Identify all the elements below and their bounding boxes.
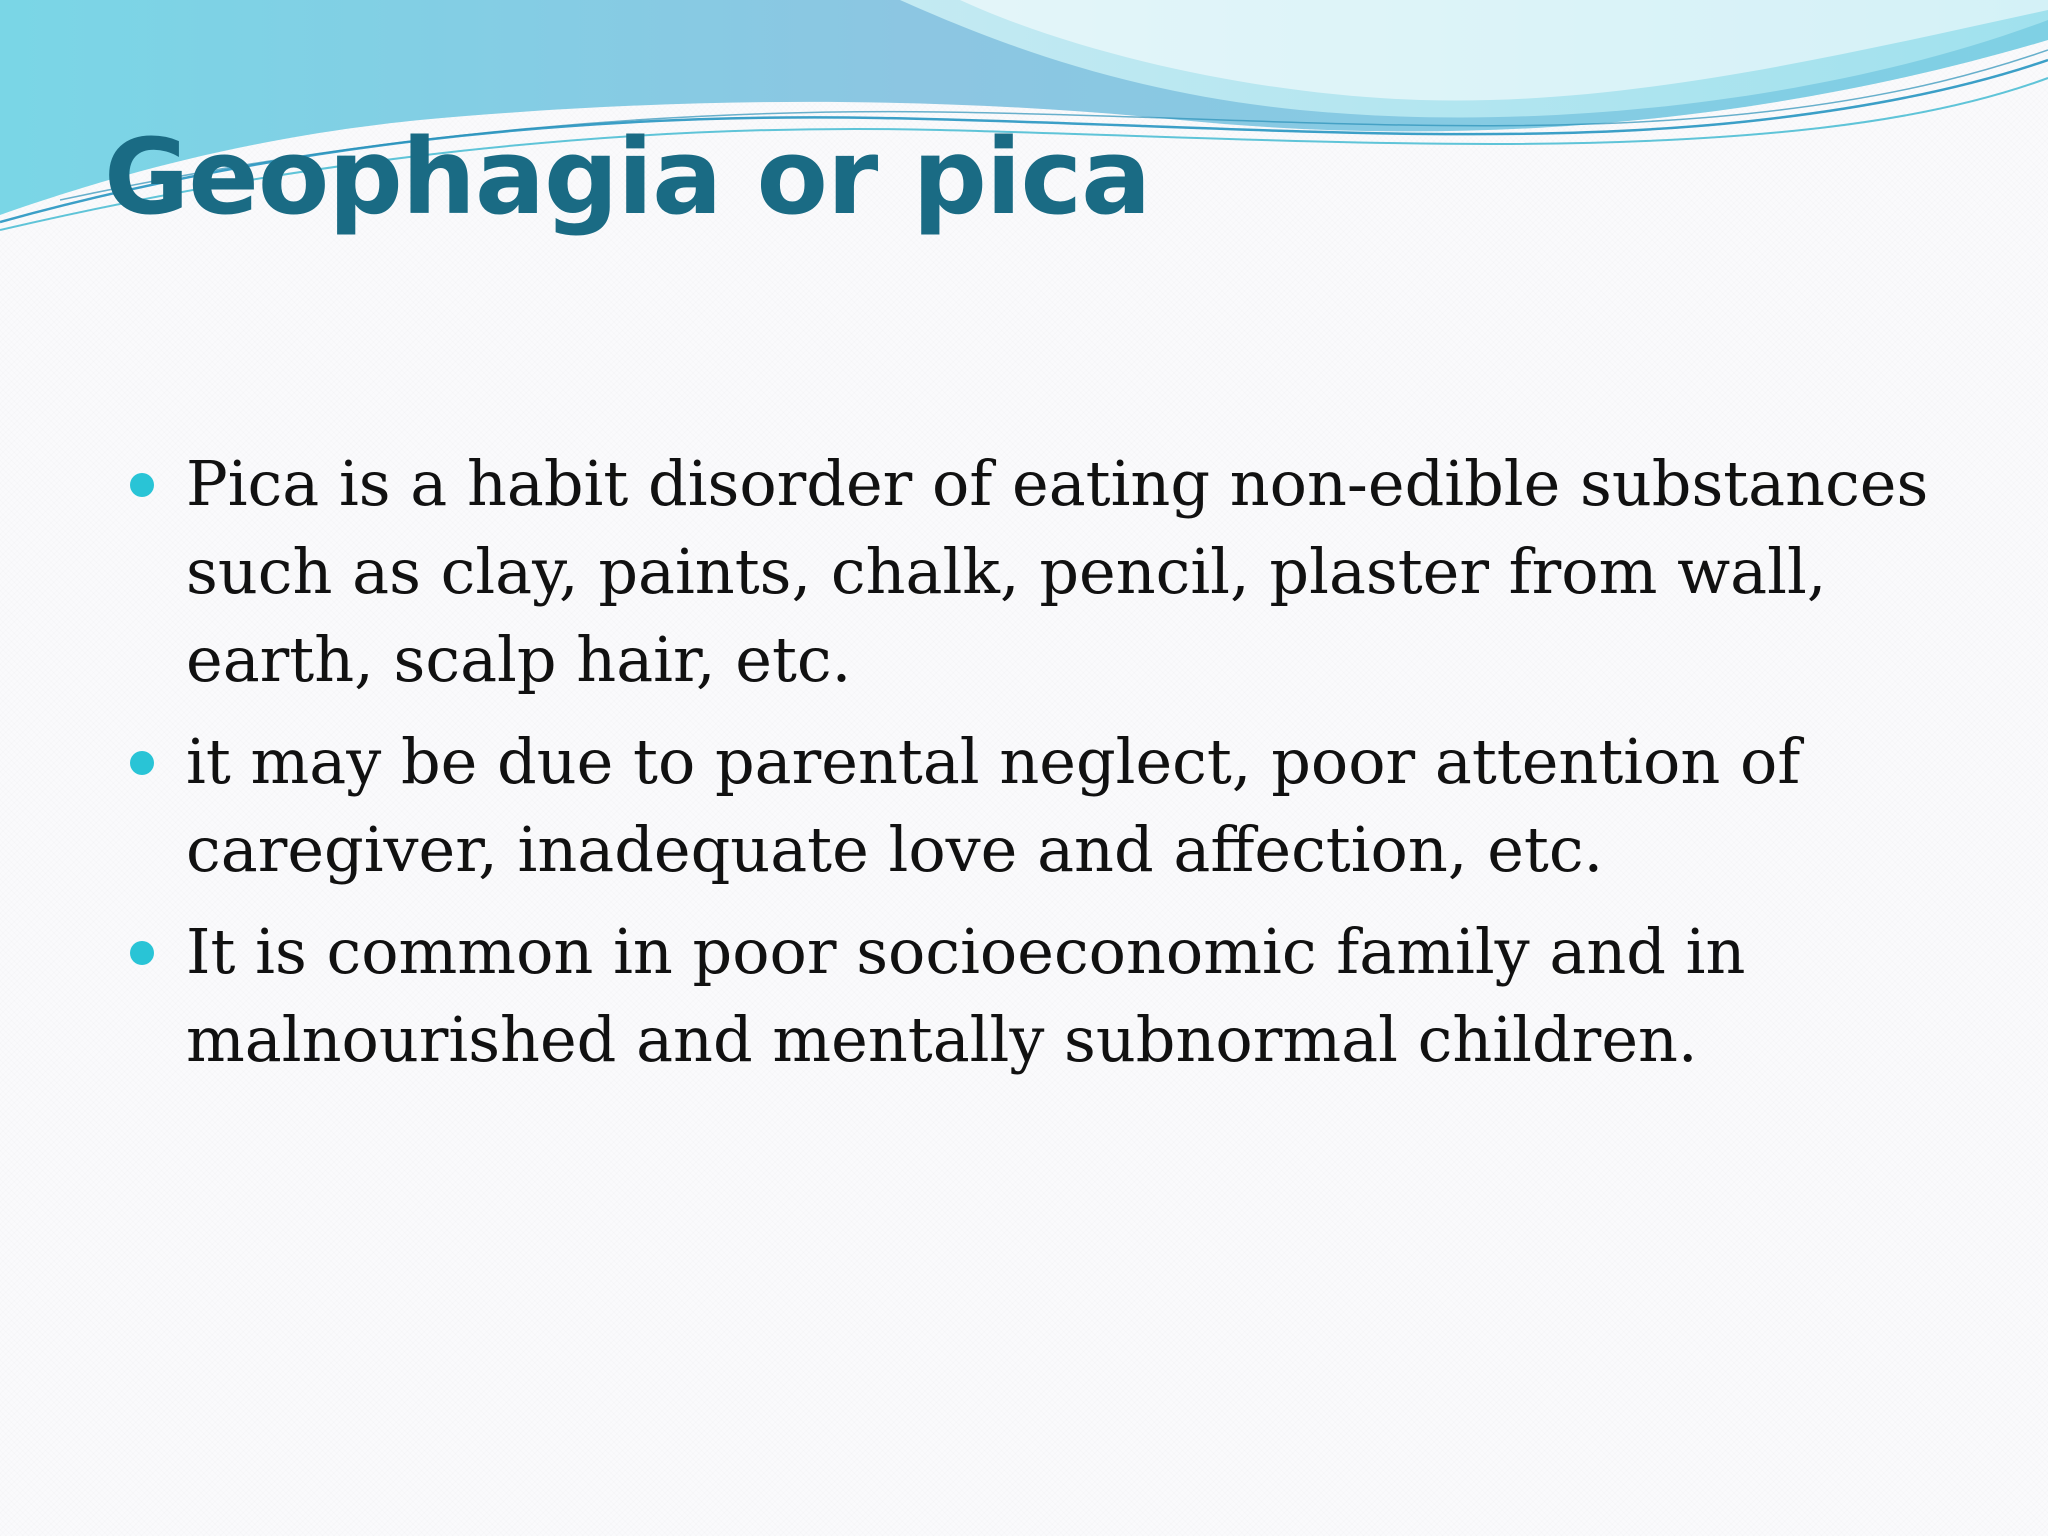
bullet-marker-icon	[130, 941, 154, 965]
bullet-marker-icon	[130, 751, 154, 775]
slide-title: Geophagia or pica	[104, 116, 1151, 238]
bullet-list	[130, 440, 1950, 1098]
bullet-text: It is common in poor socioeconomic family and in malnourished and mentally subnormal children.	[186, 915, 1746, 1076]
bullet-item	[130, 718, 1950, 894]
bullet-text: Pica is a habit disorder of eating non-edible substances such as clay, paints, chalk, pencil, plaster from wall, earth, scalp hair, etc.	[186, 447, 1929, 696]
bullet-item	[130, 908, 1950, 1084]
bullet-item	[130, 440, 1950, 704]
bullet-text: it may be due to parental neglect, poor attention of caregiver, inadequate love and affection, etc.	[186, 725, 1801, 886]
bullet-marker-icon	[130, 473, 154, 497]
